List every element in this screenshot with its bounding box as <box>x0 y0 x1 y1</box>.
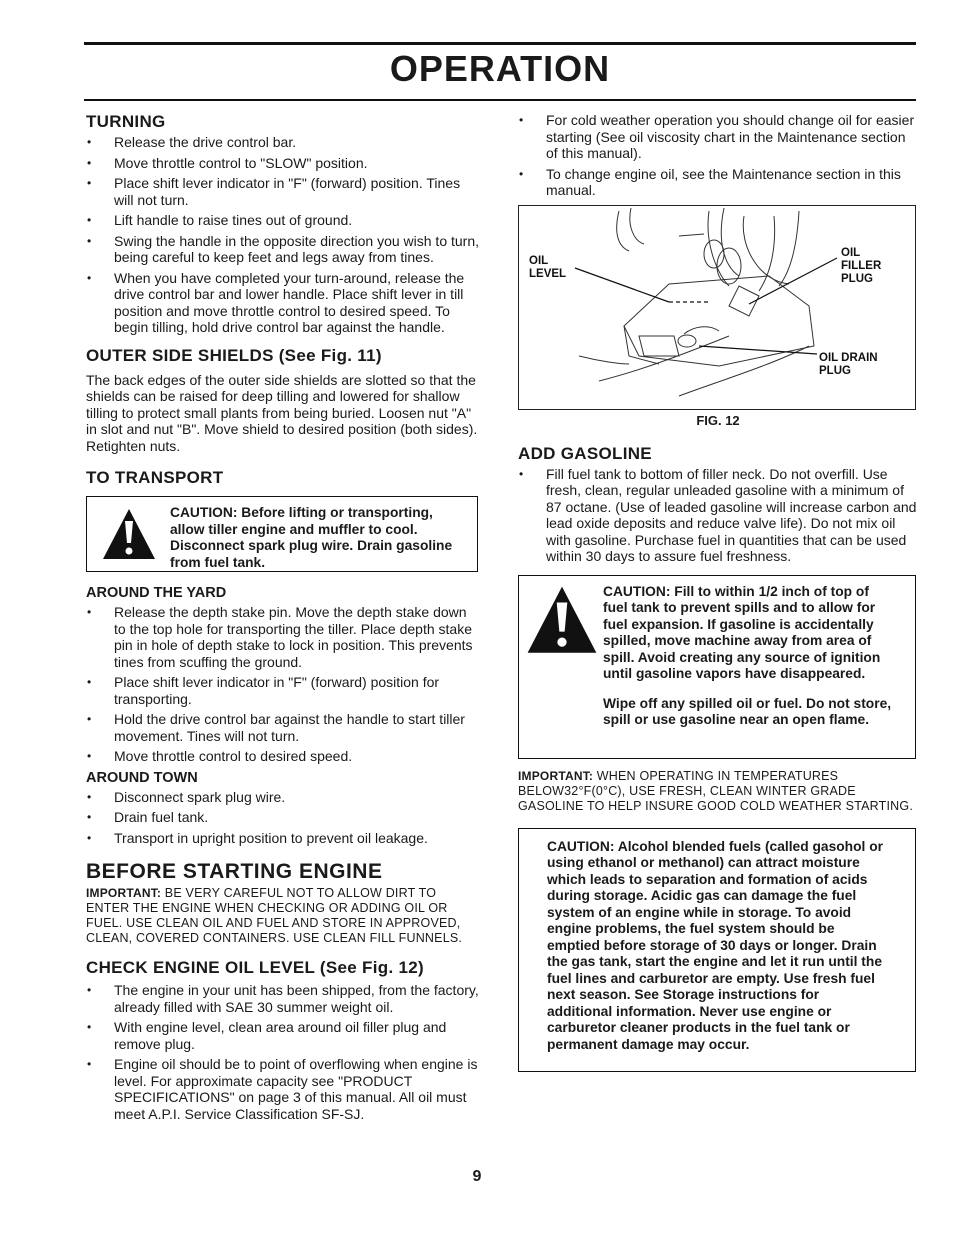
list-item: • Hold the drive control bar against the handle to start tiller movement. Tines will not turn. <box>86 711 480 744</box>
outer-shields-text: The back edges of the outer side shields are slotted so that the shields can be raised for deep tilling and lowered for shallow tilling to protect small plants from being buried. Loosen nut "A" in slot and nut "B". Move shield to desired position (both sides). Retighten nuts. <box>86 371 478 454</box>
label-drain-1: OIL DRAIN <box>819 351 878 364</box>
important-label: IMPORTANT: <box>86 886 162 900</box>
gasoline-important <box>518 769 918 814</box>
list-item: • Drain fuel tank. <box>86 809 480 826</box>
label-filler-1: OIL <box>841 246 861 259</box>
oil-notes-list <box>518 112 918 199</box>
turning-heading: TURNING <box>86 112 166 131</box>
outer-shields-heading: OUTER SIDE SHIELDS (See Fig. 11) <box>86 345 382 365</box>
around-yard-list <box>86 604 480 765</box>
list-item: • Engine oil should be to point of overflowing when engine is level. For approximate capacity see "PRODUCT SPECIFICATIONS" on page 3 of this manual. All oil must meet A.P.I. Service Classification SF-SJ. <box>86 1056 480 1122</box>
label-drain-2: PLUG <box>819 364 851 377</box>
list-item: • For cold weather operation you should change oil for easier starting (See oil viscosity chart in the Maintenance section of this manual). <box>518 112 918 162</box>
alcohol-caution-text: CAUTION: Alcohol blended fuels (called gasohol or using ethanol or methanol) can attract moisture which leads to separation and formation of acids during storage. Acidic gas can damage the fuel system of an engine while in storage. To avoid engine problems, the fuel system should be emptied before storage of 30 days or longer. Drain the gas tank, start the engine and let it run until the fuel lines and carburetor are empty. Use fresh fuel next season. See Storage instructions for additional information. Never use engine or carburetor cleaner products in the fuel tank or permanent damage may occur. <box>547 838 884 1052</box>
list-item: • Place shift lever indicator in "F" (forward) position for transporting. <box>86 674 480 707</box>
list-item: • With engine level, clean area around oil filler plug and remove plug. <box>86 1019 480 1052</box>
around-town-heading: AROUND TOWN <box>86 769 198 786</box>
list-item: • Swing the handle in the opposite direction you wish to turn, being careful to keep feet and legs away from tines. <box>86 233 480 266</box>
add-gasoline-heading: ADD GASOLINE <box>518 443 652 463</box>
fuel-caution-box <box>518 575 916 759</box>
warning-icon <box>525 584 599 658</box>
page-title: OPERATION <box>389 48 611 89</box>
warning-icon <box>101 507 157 563</box>
list-item: • Move throttle control to "SLOW" position. <box>86 155 480 172</box>
list-item: • Move throttle control to desired speed. <box>86 748 480 765</box>
fuel-caution-text-2: Wipe off any spilled oil or fuel. Do not store, spill or use gasoline near an open flame. <box>603 695 892 727</box>
fuel-caution-text-1: CAUTION: Fill to within 1/2 inch of top of fuel tank to prevent spills and to allow for fuel expansion. If gasoline is accidentally spilled, move machine away from area of spill. Avoid creating any source of ignition until gasoline vapors have disappeared. <box>603 583 881 681</box>
label-filler-3: PLUG <box>841 272 873 285</box>
important-text: BE VERY CAREFUL NOT TO ALLOW DIRT TO ENTER THE ENGINE WHEN CHECKING OR ADDING OIL OR FUEL. USE CLEAN OIL AND FUEL AND STORE IN APPROVED, CLEAN, COVERED CONTAINERS. USE CLEAN FILL FUNNELS. <box>86 886 463 945</box>
left-column <box>86 112 480 1126</box>
important-text: WHEN OPERATING IN TEMPERATURES BELOW32°F(0°C), USE FRESH, CLEAN WINTER GRADE GASOLINE TO HELP INSURE GOOD COLD WEATHER STARTING. <box>518 768 913 813</box>
figure-caption: FIG. 12 <box>696 412 740 428</box>
page-number: 9 <box>472 1168 482 1185</box>
alcohol-fuel-caution-box <box>518 828 916 1072</box>
engine-oil-illustration <box>519 206 915 409</box>
right-column <box>518 112 918 1072</box>
before-starting-important <box>86 886 480 946</box>
important-label: IMPORTANT: <box>518 768 594 783</box>
list-item: • Fill fuel tank to bottom of filler neck. Do not overfill. Use fresh, clean, regular unleaded gasoline with a minimum of 87 octane. (Use of leaded gasoline will increase carbon and lead oxide deposits and reduce valve life). Do not mix oil with gasoline. Purchase fuel in quantities that can be used within 30 days to assure fuel freshness. <box>518 466 918 565</box>
list-item: • When you have completed your turn-around, release the drive control bar and lower handle. Place shift lever in till position and move throttle control to desired speed. To begin tilling, hold drive control bar against the handle. <box>86 270 480 336</box>
around-town-list <box>86 789 480 847</box>
before-starting-heading: BEFORE STARTING ENGINE <box>86 860 383 883</box>
transport-caution-text: CAUTION: Before lifting or transporting, allow tiller engine and muffler to cool. Disconnect spark plug wire. Drain gasoline from fuel tank. <box>170 505 453 570</box>
check-oil-heading: CHECK ENGINE OIL LEVEL (See Fig. 12) <box>86 958 424 977</box>
list-item: • To change engine oil, see the Maintenance section in this manual. <box>518 166 918 199</box>
around-yard-heading: AROUND THE YARD <box>86 585 227 601</box>
transport-heading: TO TRANSPORT <box>86 468 224 487</box>
list-item: • The engine in your unit has been shipped, from the factory, already filled with SAE 30 summer weight oil. <box>86 982 480 1015</box>
label-oil-level-1: OIL <box>529 254 549 267</box>
list-item: • Disconnect spark plug wire. <box>86 789 480 806</box>
list-item: • Release the depth stake pin. Move the depth stake down to the top hole for transporting the tiller. Place depth stake pin in hole of depth stake to lock in position. This prevents tines from scuffing the ground. <box>86 604 480 670</box>
turning-list <box>86 134 480 336</box>
list-item: • Place shift lever indicator in "F" (forward) position. Tines will not turn. <box>86 175 480 208</box>
check-oil-list <box>86 982 480 1122</box>
list-item: • Lift handle to raise tines out of ground. <box>86 212 480 229</box>
list-item: • Transport in upright position to prevent oil leakage. <box>86 830 480 847</box>
header-rule-bottom <box>84 99 916 101</box>
header-rule-top <box>84 42 916 45</box>
figure-12 <box>518 205 916 410</box>
label-filler-2: FILLER <box>841 259 882 272</box>
transport-caution-box <box>86 496 478 572</box>
list-item: • Release the drive control bar. <box>86 134 480 151</box>
label-oil-level-2: LEVEL <box>529 267 567 280</box>
gasoline-list <box>518 466 918 565</box>
